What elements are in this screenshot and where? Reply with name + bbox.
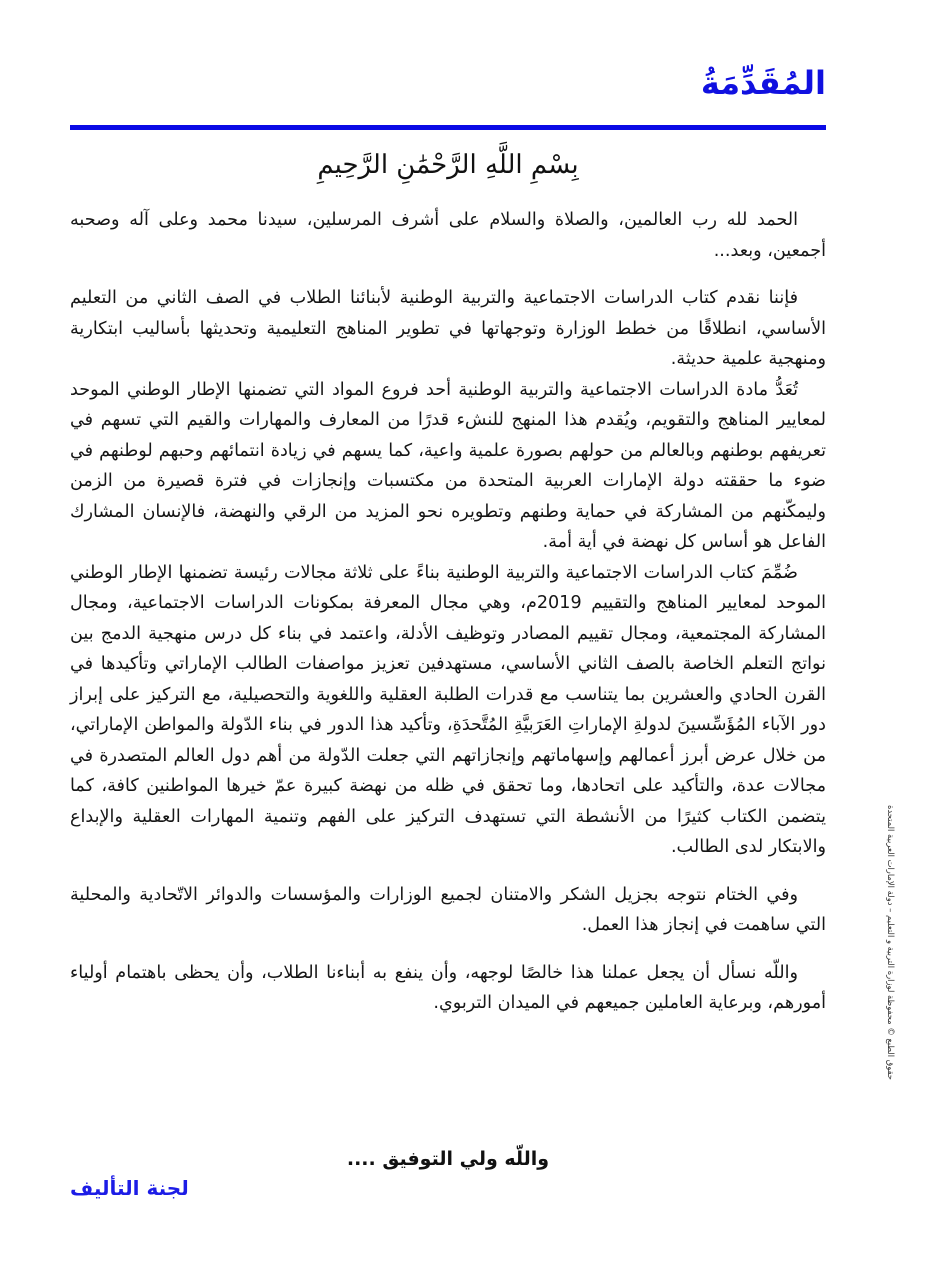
closing-line: واللّه ولي التوفيق ....	[346, 1148, 550, 1170]
basmala-calligraphy: بِسْمِ اللَّهِ الرَّحْمَٰنِ الرَّحِيمِ	[317, 150, 579, 180]
introduction-body	[70, 205, 826, 1019]
paragraph-book-presentation: فإننا نقدم كتاب الدراسات الاجتماعية والتربية الوطنية لأبنائنا الطلاب في الصف الثاني من التعليم الأساسي، انطلاقًا من خطط الوزارة وتوجهاتها في تطوير المناهج التعليمية وتحديثها بأساليب ابتكارية ومنهجية علمية حديثة.	[70, 288, 826, 369]
authoring-committee-signature: لجنة التأليف	[70, 1176, 189, 1200]
paragraph-subject-description: تُعَدُّ مادة الدراسات الاجتماعية والتربية الوطنية أحد فروع المواد التي تضمنها الإطار الوطني الموحد لمعايير المناهج والتقويم، ويُقدم هذا المنهج للنشء قدرًا من المعارف والمهارات والقيم التي تسهم في تعريفهم بوطنهم وبالعالم من حولهم بصورة علمية واعية، كما يسهم في زيادة انتمائهم وحبهم لوطنهم في ضوء ما حققته دولة الإمارات العربية المتحدة من مكتسبات وإنجازات في فترة قصيرة من الزمن وليمكّنهم من المشاركة في حماية وطنهم وتطويره نحو المزيد من الرقي والنهضة، فالإنسان المشارك الفاعل هو أساس كل نهضة في أية أمة.	[70, 379, 826, 552]
copyright-text: حقوق الطبع © محفوظة لوزارة التربية و التعليم – دولة الإمارات العربية المتحدة	[886, 804, 896, 1080]
paragraph-acknowledgements: وفي الختام نتوجه بجزيل الشكر والامتنان لجميع الوزارات والمؤسسات والدوائر الاتّحادية والمحلية التي ساهمت في إنجاز هذا العمل.	[70, 884, 826, 935]
title-underline-divider	[70, 125, 826, 130]
paragraph-book-structure: ضُمِّمَ كتاب الدراسات الاجتماعية والتربية الوطنية بناءً على ثلاثة مجالات رئيسة تضمنها الإطار الوطني الموحد لمعايير المناهج والتقييم 2019م، وهي مجال المعرفة بمكونات الدراسات الاجتماعية، ومجال المشاركة المجتمعية، ومجال تقييم المصادر وتوظيف الأدلة، واعتمد في بناء كل درس منهجية الدمج بين نواتج التعلم الخاصة بالصف الثاني الأساسي، مستهدفين تعزيز مواصفات الطالب الإماراتي وتأكيدها في القرن الحادي والعشرين بما يتناسب مع قدرات الطلبة العقلية واللغوية والتحصيلية، مع التركيز على إبراز دور الآباء المُؤَسِّسينَ لدولةِ الإماراتِ العَرَبيَّةِ المُتَّحدَةِ، وتأكيد هذا الدور في بناء الدّولة والمواطن الإماراتي، من خلال عرض أبرز أعمالهم وإسهاماتهم وإنجازاتهم التي جعلت الدّولة من أهم دول العالم المتصدرة في مجالات عدة، والتأكيد على اتحادها، وما تحقق في ظله من نهضة كبيرة عمّ خيرها المواطنين كافة، كما يتضمن الكتاب كثيرًا من الأنشطة التي تستهدف التركيز على الفهم وتنمية المهارات العقلية والإبداع والابتكار لدى الطالب.	[70, 562, 826, 857]
paragraph-opening-praise: الحمد لله رب العالمين، والصلاة والسلام على أشرف المرسلين، سيدنا محمد وعلى آله وصحبه أجمعين، وبعد...	[70, 210, 826, 261]
page-title: المُقَدِّمَةُ	[700, 64, 826, 102]
paragraph-closing-prayer: واللّه نسأل أن يجعل عملنا هذا خالصًا لوجهه، وأن ينفع به أبناءنا الطلاب، وأن يحظى باهتمام أولياء أمورهم، وبرعاية العاملين جميعهم في الميدان التربوي.	[70, 962, 826, 1013]
